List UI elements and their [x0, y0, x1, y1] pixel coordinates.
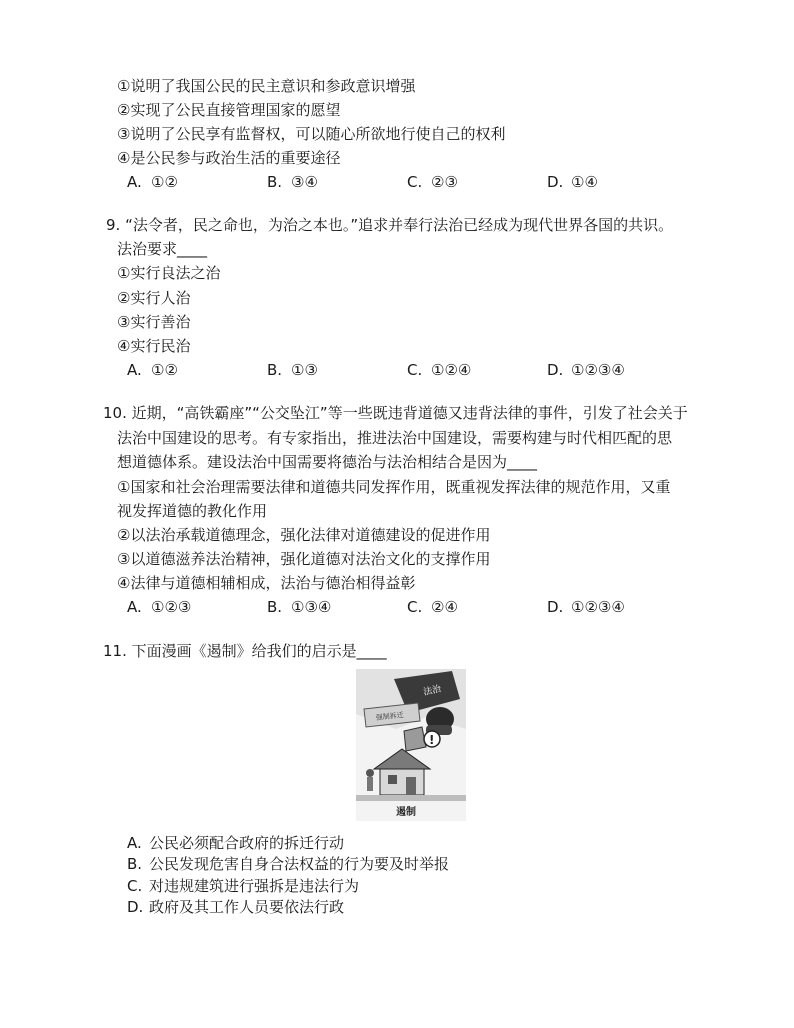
- q11-stem: 11. 下面漫画《遏制》给我们的启示是____: [103, 642, 387, 660]
- q11-choice-b[interactable]: B. 公民发现危害自身合法权益的行为要及时举报: [127, 855, 450, 873]
- cartoon-illustration: [356, 669, 466, 821]
- q8-option-c[interactable]: C. ②③: [407, 173, 458, 191]
- q10-option-a[interactable]: A. ①②③: [127, 598, 192, 616]
- q10-statement-2: ②以法治承载道德理念，强化法律对道德建设的促进作用: [117, 526, 491, 544]
- q9-stem-line-1: 9. “法令者，民之命也，为治之本也。”追求并奉行法治已经成为现代世界各国的共识。: [106, 216, 674, 234]
- q8-option-d[interactable]: D. ①④: [547, 173, 598, 191]
- q8-statement-2: ②实现了公民直接管理国家的愿望: [117, 101, 341, 119]
- q11-choice-d[interactable]: D. 政府及其工作人员要依法行政: [127, 898, 345, 916]
- cartoon-exclamation: !: [429, 733, 435, 747]
- q9-stem-line-2: 法治要求____: [117, 240, 208, 258]
- q9-option-c[interactable]: C. ①②④: [407, 361, 472, 379]
- q9-options: [127, 359, 647, 381]
- q8-option-a[interactable]: A. ①②: [127, 173, 178, 191]
- q9-statement-2: ②实行人治: [117, 289, 191, 307]
- q8-statement-3: ③说明了公民享有监督权，可以随心所欲地行使自己的权利: [117, 125, 506, 143]
- q10-option-d[interactable]: D. ①②③④: [547, 598, 625, 616]
- q8-options: [127, 171, 647, 193]
- cartoon-figure: [356, 669, 466, 821]
- q9-option-d[interactable]: D. ①②③④: [547, 361, 625, 379]
- q10-stem-line-3: 想道德体系。建设法治中国需要将德治与法治相结合是因为____: [117, 453, 538, 471]
- q9-statement-1: ①实行良法之治: [117, 264, 221, 282]
- cartoon-sleeve-text: 强制拆迁: [375, 711, 405, 722]
- q9-statement-4: ④实行民治: [117, 337, 191, 355]
- q10-stem-line-2: 法治中国建设的思考。有专家指出，推进法治中国建设，需要构建与时代相匹配的思: [117, 429, 673, 447]
- q9-statement-3: ③实行善治: [117, 313, 191, 331]
- cartoon-caption: 遏制: [396, 807, 416, 818]
- q11-choice-a[interactable]: A. 公民必须配合政府的拆迁行动: [127, 834, 345, 852]
- q9-option-a[interactable]: A. ①②: [127, 361, 178, 379]
- q9-option-b[interactable]: B. ①③: [267, 361, 318, 379]
- q10-statement-3: ③以道德滋养法治精神，强化道德对法治文化的支撑作用: [117, 550, 491, 568]
- q8-option-b[interactable]: B. ③④: [267, 173, 318, 191]
- cartoon-banner-text: 法治: [422, 684, 443, 698]
- q10-option-c[interactable]: C. ②④: [407, 598, 458, 616]
- q8-statement-4: ④是公民参与政治生活的重要途径: [117, 149, 341, 167]
- q8-statement-1: ①说明了我国公民的民主意识和参政意识增强: [117, 77, 416, 95]
- q10-stem-line-1: 10. 近期，“高铁霸座”“公交坠江”等一些既违背道德又违背法律的事件，引发了社会关于: [103, 404, 688, 422]
- q10-statement-4: ④法律与道德相辅相成，法治与德治相得益彰: [117, 574, 416, 592]
- q10-option-b[interactable]: B. ①③④: [267, 598, 332, 616]
- q10-statement-1b: 视发挥道德的教化作用: [117, 502, 268, 520]
- q11-choice-c[interactable]: C. 对违规建筑进行强拆是违法行为: [127, 877, 360, 895]
- q10-statement-1a: ①国家和社会治理需要法律和道德共同发挥作用，既重视发挥法律的规范作用，又重: [117, 478, 671, 496]
- q10-options: [127, 596, 647, 618]
